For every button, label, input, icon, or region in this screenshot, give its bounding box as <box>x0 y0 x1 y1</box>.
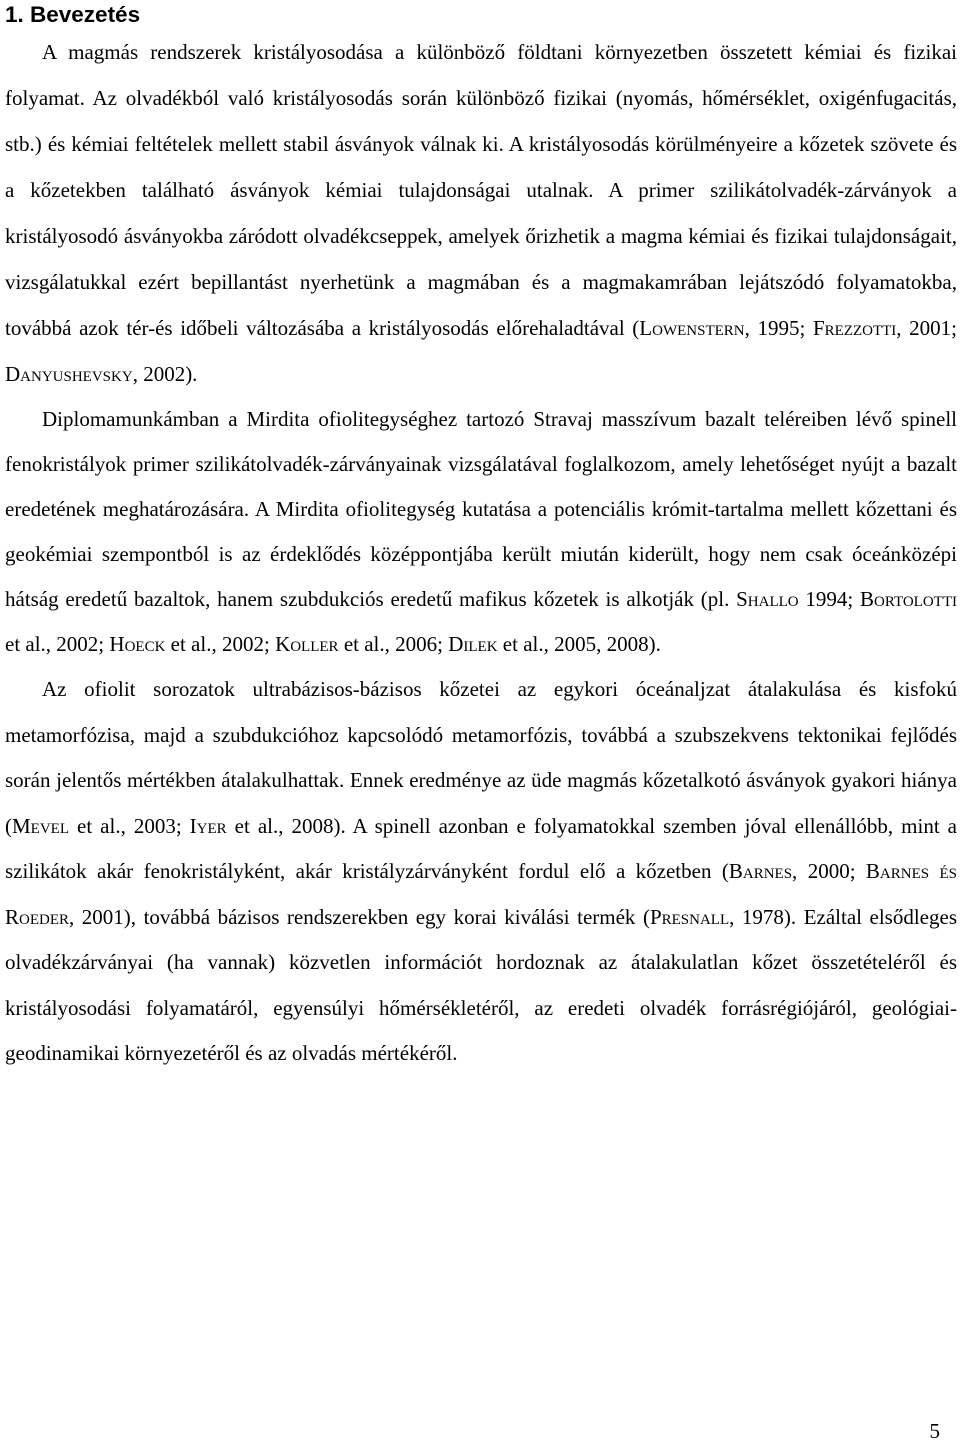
paragraph-intro <box>5 29 957 397</box>
citation-author: Frezzotti <box>812 316 897 340</box>
paragraph-text: A magmás rendszerek kristályosodása a különböző földtani környezetben összetett kémiai és fizikai folyamat. Az olvadékból való kristályosodás során különböző fizikai (nyomás, hőmérséklet, oxigénfugacitás, stb.) és kémiai feltételek mellett stabil ásványok válnak ki. A kristályosodás körülményeire a kőzetek szövete és a kőzetekben található ásványok kémiai tulajdonságai utalnak. A primer szilikátolvadék-zárványok a kristályosodó ásványokba záródott olvadékcseppek, amelyek őrizhetik a magma kémiai és fizikai tulajdonságait, vizsgálatukkal ezért bepillantást nyerhetünk a magmában és a magmakamrában lejátszódó folyamatokba, továbbá azok tér-és időbeli változásába a kristályosodás előrehaladtával ( <box>5 40 957 340</box>
paragraph-text: Diplomamunkámban a Mirdita ofiolitegységhez tartozó Stravaj masszívum bazalt teléreiben lévő spinell fenokristályok primer szilikátolvadék-zárványainak vizsgálatával foglalkozom, amely lehetőséget nyújt a bazalt eredetének meghatározására. A Mirdita ofiolitegység kutatása a potenciális krómit-tartalma mellett kőzettani és geokémiai szempontból is az érdeklődés középpontjába került miután kiderült, hogy nem csak óceánközépi hátság eredetű bazaltok, hanem szubdukciós eredetű mafikus kőzetek is alkotják (pl. <box>5 407 957 611</box>
citation-author: Koller <box>275 632 339 656</box>
citation-author: Iyer <box>189 813 227 838</box>
citation-author: Lowenstern <box>639 316 745 340</box>
paragraph-text: et al., 2002; <box>5 632 110 656</box>
citation-author: Presnall <box>649 904 730 929</box>
paragraph-text: , 2002). <box>132 362 198 386</box>
paragraph-text: , 1995; <box>744 316 813 340</box>
paragraph-text: et al., 2003; <box>69 813 190 838</box>
document-page <box>5 0 957 1077</box>
citation-author: Shallo <box>736 587 799 611</box>
paragraph-text: 1994; <box>798 587 861 611</box>
citation-author: Mevel <box>12 813 69 838</box>
paragraph-text: , 1978). Ezáltal elsődleges olvadékzárványai (ha vannak) közvetlen információt hordoznak az átalakulatlan kőzet összetételéről és kristályosodási folyamatáról, egyensúlyi hőmérsékletéről, az eredeti olvadék forrásrégiójáról, geológiai-geodinamikai környezetéről és az olvadás mértékéről. <box>5 904 958 1065</box>
citation-author: Dilek <box>448 632 498 656</box>
paragraph-text: , 2000; <box>792 859 866 883</box>
paragraph-text: et al., 2005, 2008). <box>497 632 661 656</box>
citation-author: Hoeck <box>109 632 166 656</box>
citation-author: Danyushevsky <box>5 362 133 386</box>
paragraph-text: et al., 2008). A spinell azonban e folyamatokkal szemben jóval ellenállóbb, mint a szilikátok akár fenokristályként, akár kristályzárványként fordul elő a kőzetben ( <box>5 813 957 883</box>
paragraph-text: Az ofiolit sorozatok ultrabázisos-bázisos kőzetei az egykori óceánaljzat átalakulása és kisfokú metamorfózisa, majd a szubdukcióhoz kapcsolódó metamorfózis, továbbá a szubszekvens tektonikai fejlődés során jelentős mértékben átalakulhattak. Ennek eredménye az üde magmás kőzetalkotó ásványok gyakori hiánya ( <box>5 677 957 838</box>
page-number: 5 <box>929 1419 940 1443</box>
section-heading: 1. Bevezetés <box>5 2 141 27</box>
paragraph-text: , 2001; <box>896 316 957 340</box>
paragraph-text: et al., 2002; <box>165 632 276 656</box>
paragraph-text: , 2001), továbbá bázisos rendszerekben egy korai kiválási termék ( <box>69 904 650 929</box>
citation-author: Bortolotti <box>860 587 957 611</box>
citation-author: Barnes és Roeder <box>5 859 958 929</box>
paragraph-thesis <box>5 397 957 667</box>
paragraph-ophiolite <box>5 667 957 1077</box>
paragraph-text: et al., 2006; <box>338 632 449 656</box>
citation-author: Barnes <box>728 859 793 883</box>
